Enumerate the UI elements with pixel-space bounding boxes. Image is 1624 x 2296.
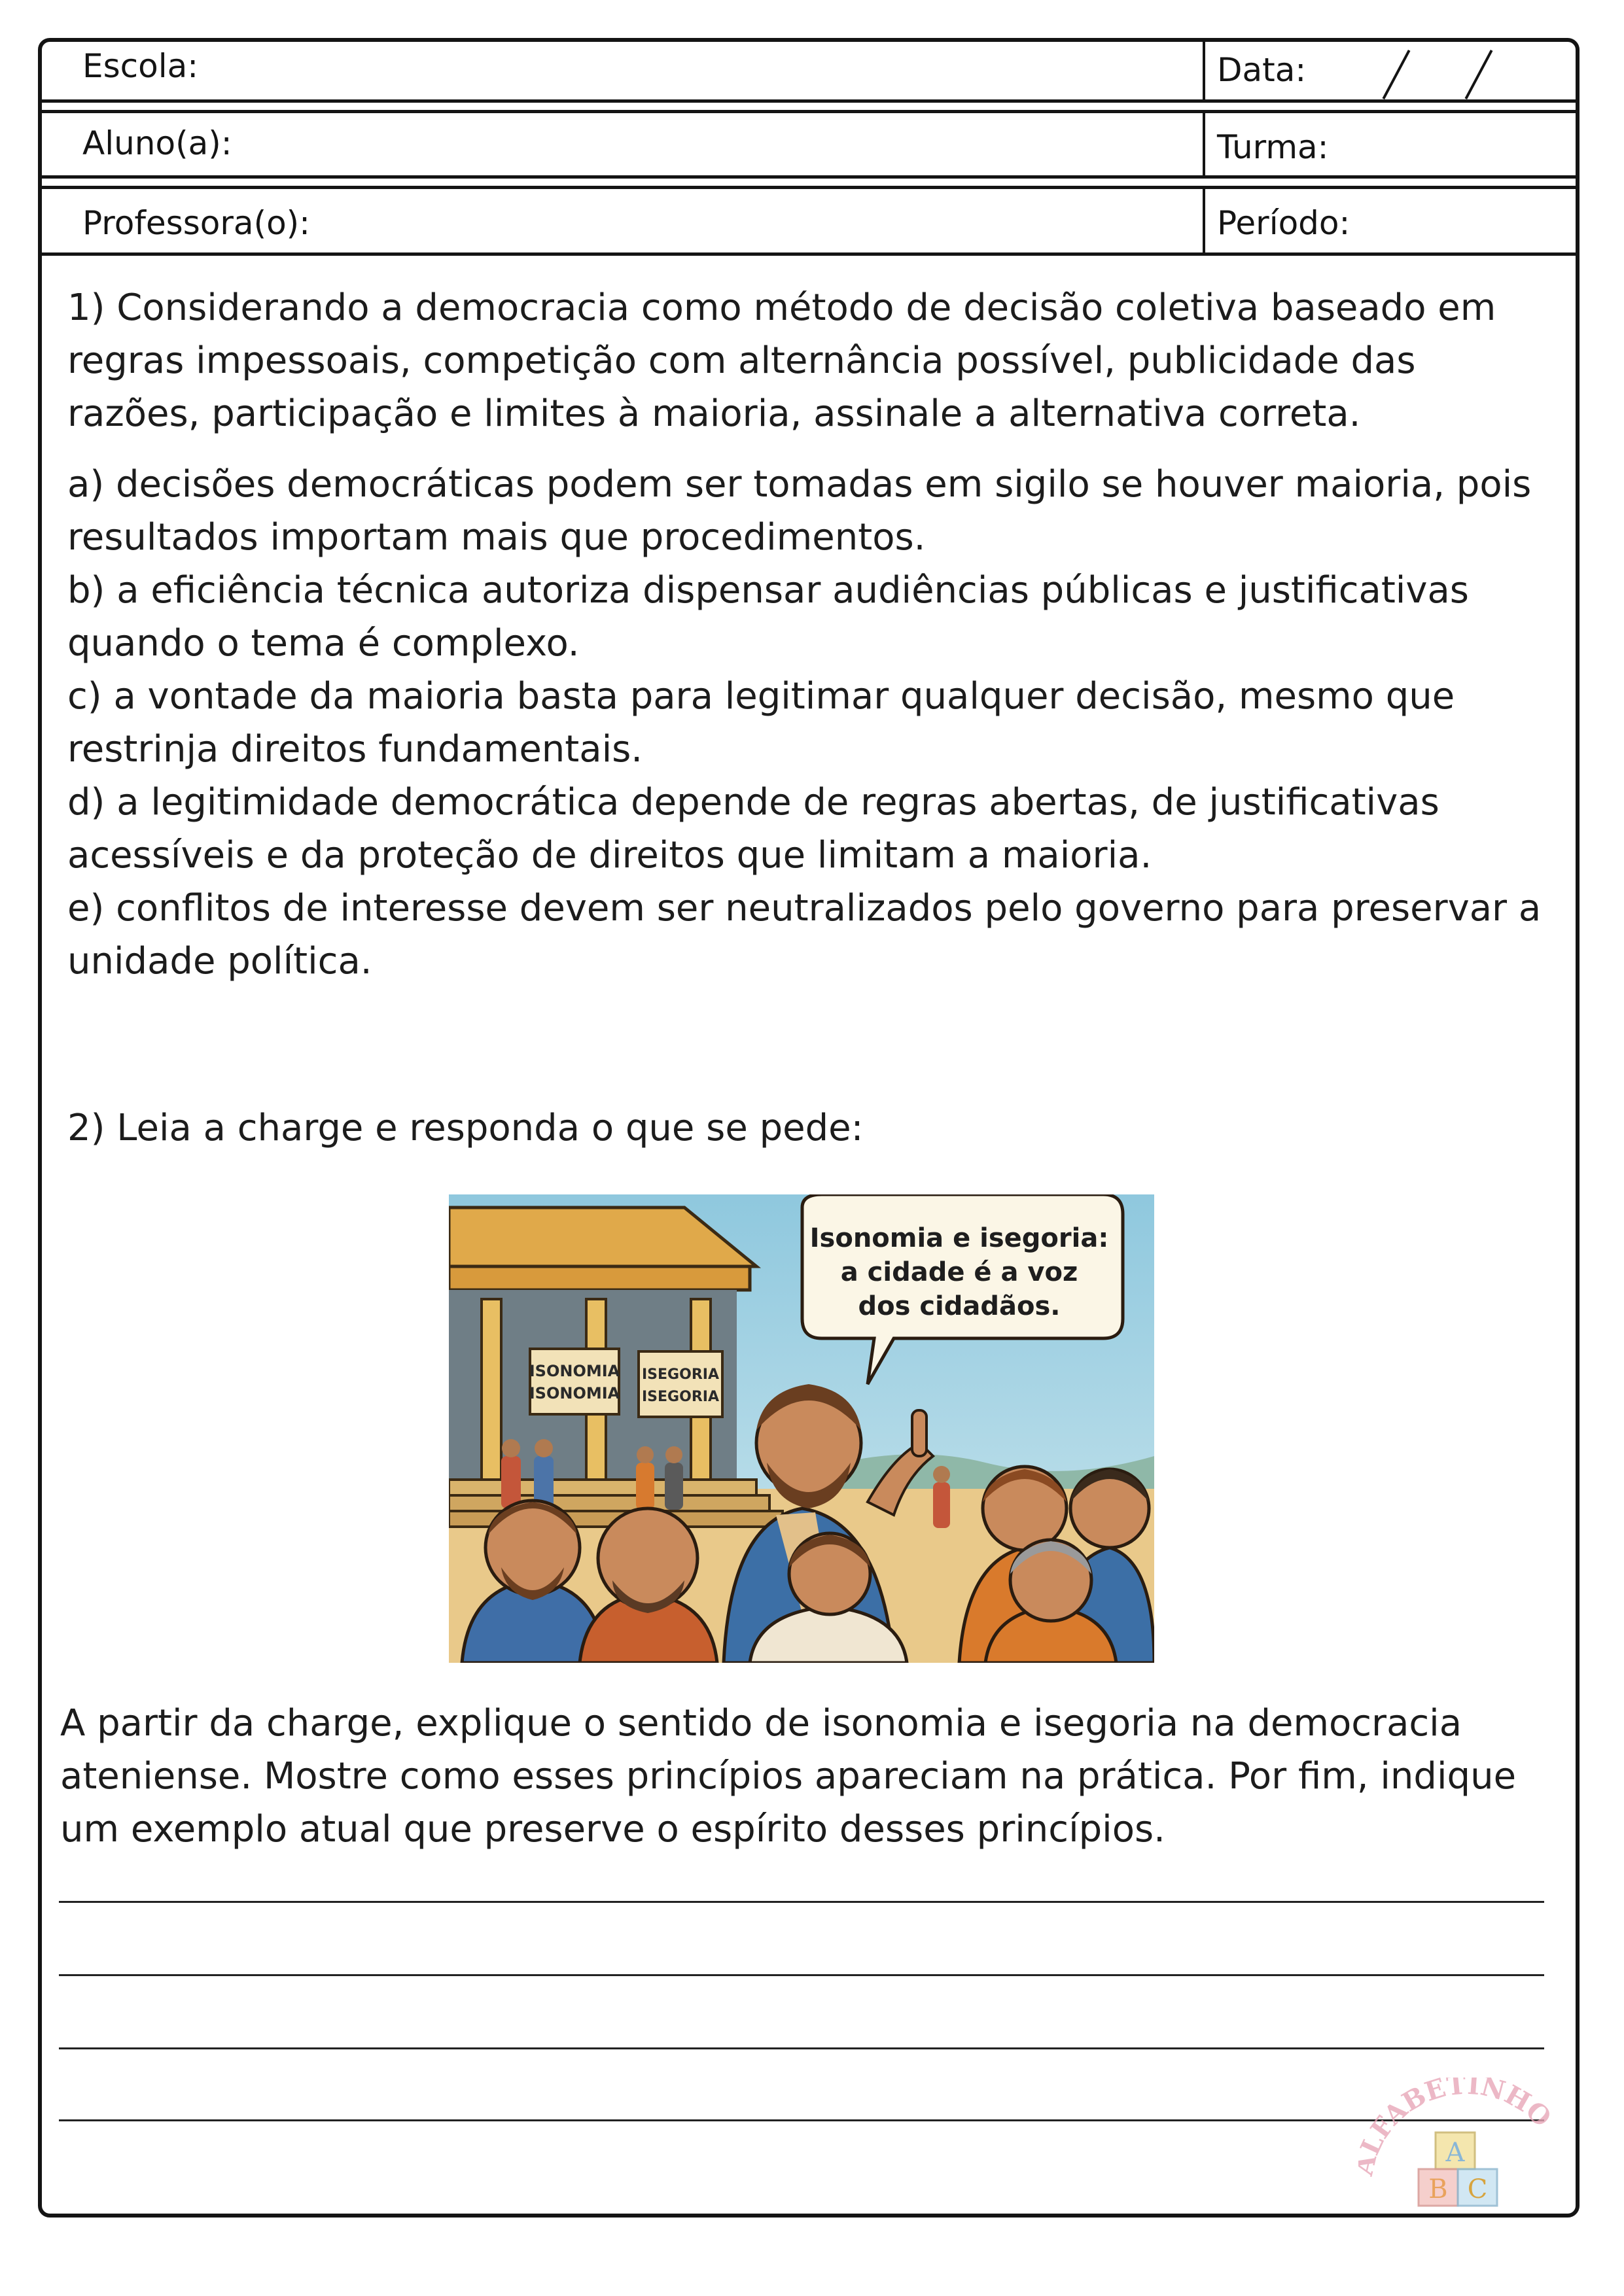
option-b: b) a eficiência técnica autoriza dispensar audiências públicas e justificativas quando o tema é complexo. — [67, 569, 1469, 665]
question-1-options — [67, 458, 1546, 988]
banner-1-text: ISONOMIA — [529, 1362, 620, 1380]
header-divider — [38, 186, 1580, 189]
answer-line[interactable] — [59, 2047, 1544, 2049]
answer-line[interactable] — [59, 1974, 1544, 1976]
header-column-divider — [1203, 188, 1205, 252]
periodo-label: Período: — [1217, 204, 1350, 242]
speech-line-3: dos cidadãos. — [858, 1291, 1061, 1321]
logo-block-b: B — [1428, 2174, 1448, 2204]
header-divider — [38, 252, 1580, 256]
question-2-stem: 2) Leia a charge e responda o que se pede: — [67, 1107, 864, 1149]
cartoon-image — [449, 1194, 1154, 1663]
speech-line-2: a cidade é a voz — [840, 1257, 1078, 1287]
aluno-label: Aluno(a): — [82, 124, 232, 162]
header-divider — [38, 110, 1580, 113]
banner-1-text: ISONOMIA — [529, 1384, 620, 1402]
professora-label: Professora(o): — [82, 204, 311, 242]
escola-label: Escola: — [82, 47, 199, 85]
isegoria-banner — [639, 1351, 722, 1417]
answer-line[interactable] — [59, 2119, 1544, 2121]
logo-text: FABETINHO — [1364, 2078, 1558, 2144]
header-divider — [38, 175, 1580, 179]
option-d: d) a legitimidade democrática depende de regras abertas, de justificativas acessíveis e da proteção de direitos que limitam a maioria. — [67, 781, 1439, 877]
banner-2-text: ISEGORIA — [642, 1366, 719, 1383]
logo-block-c: C — [1467, 2174, 1488, 2204]
answer-line[interactable] — [59, 1901, 1544, 1903]
header-column-divider — [1203, 113, 1205, 175]
data-label: Data: — [1217, 51, 1307, 89]
header-column-divider — [1203, 42, 1205, 99]
alfabetinho-logo — [1358, 2078, 1574, 2215]
banner-2-text: ISEGORIA — [642, 1389, 719, 1405]
header-divider — [38, 99, 1580, 103]
option-a: a) decisões democráticas podem ser tomadas em sigilo se houver maioria, pois resultados importam mais que procedimentos. — [67, 463, 1532, 559]
option-c: c) a vontade da maioria basta para legitimar qualquer decisão, mesmo que restrinja direitos fundamentais. — [67, 675, 1455, 771]
isonomia-banner — [530, 1349, 619, 1414]
question-1-stem: 1) Considerando a democracia como método de decisão coletiva baseado em regras impessoais, competição com alternância possível, publicidade das razões, participação e limites à maioria, assinale a alternativa correta. — [67, 287, 1496, 435]
option-e: e) conflitos de interesse devem ser neutralizados pelo governo para preservar a unidade política. — [67, 887, 1542, 983]
speech-line-1: Isonomia e isegoria: — [809, 1223, 1109, 1253]
question-2-prompt: A partir da charge, explique o sentido de isonomia e isegoria na democracia ateniense. Mostre como esses princípios apareciam na prática. Por fim, indique um exemplo atual que preserve o espírito desses princípios. — [60, 1702, 1517, 1851]
logo-block-a: A — [1445, 2138, 1465, 2168]
turma-label: Turma: — [1217, 128, 1329, 166]
